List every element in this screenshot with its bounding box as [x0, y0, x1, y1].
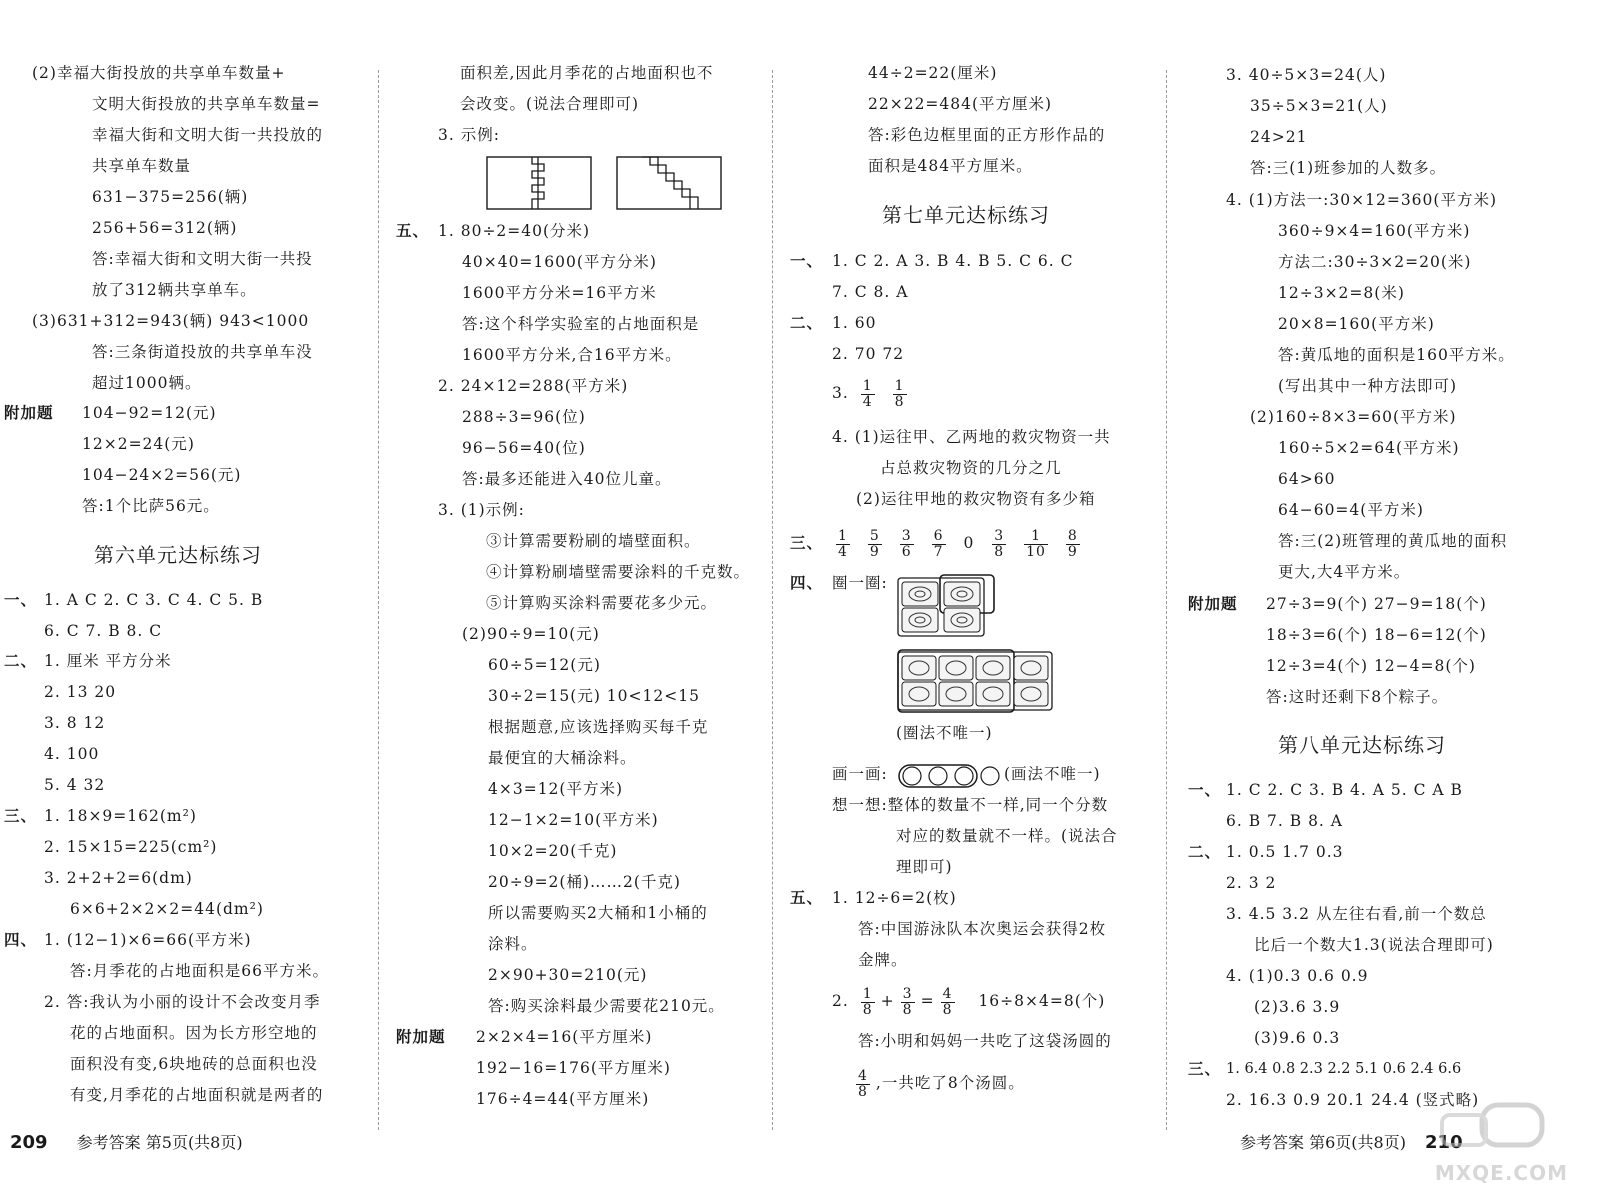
fraction	[1066, 529, 1080, 559]
plus-sign: +	[880, 992, 895, 1010]
text-line: 4. (1)0.3 0.6 0.9	[1226, 967, 1369, 985]
text-line: 画一画:	[832, 765, 888, 783]
text-line: 答:这个科学实验室的占地面积是	[462, 315, 700, 333]
text-line: 面积是484平方厘米。	[868, 157, 1033, 175]
text-line: 256+56=312(辆)	[92, 219, 238, 237]
bonus-label: 附加题	[1188, 595, 1238, 613]
section-marker: 四、	[790, 574, 824, 592]
circle-grouping-figure-2	[896, 648, 1056, 714]
text-line: ④计算粉刷墙壁需要涂料的千克数。	[486, 563, 751, 581]
text-line: 4. 100	[44, 745, 100, 763]
text-line: 涂料。	[488, 935, 538, 953]
text-line: 6×6+2×2×2=44(dm²)	[70, 900, 264, 918]
text-line: 1. (12−1)×6=66(平方米)	[44, 931, 252, 949]
text-line: 2. 15×15=225(cm²)	[44, 838, 218, 856]
text-line: 比后一个数大1.3(说法合理即可)	[1254, 936, 1494, 954]
fraction	[1024, 529, 1048, 559]
text-line: 方法二:30÷3×2=20(米)	[1278, 253, 1472, 271]
text-line: 有变,月季花的占地面积就是两者的	[70, 1086, 324, 1104]
column-divider	[378, 70, 379, 1130]
bonus-label: 附加题	[4, 404, 54, 422]
text-line: 20×8=160(平方米)	[1278, 315, 1435, 333]
text-line: 288÷3=96(位)	[462, 408, 586, 426]
denominator: 6	[901, 543, 912, 560]
section-marker: 五、	[396, 222, 430, 240]
text-line: 3. 8 12	[44, 714, 106, 732]
denominator: 8	[994, 543, 1005, 560]
text-line: 12÷3=4(个) 12−4=8(个)	[1266, 657, 1476, 675]
text-line: 18÷3=6(个) 18−6=12(个)	[1266, 626, 1487, 644]
zero-value: 0	[963, 534, 975, 552]
text-line: (画法不唯一)	[1004, 765, 1101, 783]
text-line: 根据题意,应该选择购买每千克	[488, 718, 709, 736]
text-line: 1600平方分米,合16平方米。	[462, 346, 682, 364]
text-line: 160÷5×2=64(平方米)	[1278, 439, 1460, 457]
text-line: 6. C 7. B 8. C	[44, 622, 163, 640]
text-line: 176÷4=44(平方厘米)	[476, 1090, 650, 1108]
text-line: 金牌。	[858, 951, 908, 969]
text-line: 3. 40÷5×3=24(人)	[1226, 66, 1387, 84]
text-line: 64−60=4(平方米)	[1278, 501, 1424, 519]
text-line: 答:三(2)班管理的黄瓜地的面积	[1278, 532, 1508, 550]
text-line: 12−1×2=10(平方米)	[488, 811, 659, 829]
fraction	[856, 1069, 870, 1099]
text-line: 1. 0.5 1.7 0.3	[1226, 843, 1344, 861]
numerator: 3	[902, 985, 913, 1002]
example-figure-stair-cut	[616, 156, 722, 210]
text-line: 圈一圈:	[832, 574, 888, 592]
text-line: 答:三(1)班参加的人数多。	[1250, 159, 1447, 177]
page-number-left: 209	[10, 1132, 48, 1153]
denominator: 7	[933, 543, 944, 560]
text-line: 7. C 8. A	[832, 283, 909, 301]
text-line: 27÷3=9(个) 27−9=18(个)	[1266, 595, 1487, 613]
section-marker: 三、	[790, 534, 824, 552]
denominator: 8	[858, 1083, 868, 1100]
text-line: 24>21	[1250, 128, 1308, 146]
text-line: ③计算需要粉刷的墙壁面积。	[486, 532, 701, 550]
text-line: (写出其中一种方法即可)	[1278, 377, 1458, 395]
text-line: 放了312辆共享单车。	[92, 281, 257, 299]
denominator: 8	[862, 1001, 873, 1018]
text-line: 更大,大4平方米。	[1278, 563, 1411, 581]
text-segment: 16÷8×4=8(个)	[978, 992, 1106, 1010]
text-line: 2×2×4=16(平方厘米)	[476, 1028, 653, 1046]
text-line: 答:幸福大街和文明大街一共投	[92, 250, 313, 268]
text-line: 答:购买涂料最少需要花210元。	[488, 997, 725, 1015]
fraction-row	[830, 528, 1086, 559]
text-line: 会改变。(说法合理即可)	[460, 95, 640, 113]
text-line: 1. C 2. A 3. B 4. B 5. C 6. C	[832, 252, 1074, 270]
numerator: 3	[994, 527, 1005, 544]
footer-left	[10, 1128, 243, 1158]
text-line: 10×2=20(千克)	[488, 842, 618, 860]
text-line: 22×22=484(平方厘米)	[868, 95, 1053, 113]
text-line: (2)90÷9=10(元)	[462, 625, 600, 643]
text-line: 60÷5=12(元)	[488, 656, 601, 674]
text-line: (2)幸福大街投放的共享单车数量+	[32, 64, 286, 82]
text-line: 对应的数量就不一样。(说法合	[896, 827, 1118, 845]
text-line: 2. 3 2	[1226, 874, 1277, 892]
column-divider	[772, 70, 773, 1130]
section-marker: 三、	[4, 807, 38, 825]
text-line: 答:小明和妈妈一共吃了这袋汤圆的	[858, 1032, 1112, 1050]
fraction	[893, 379, 907, 409]
text-line: 3. 示例:	[438, 126, 500, 144]
text-line: 3. 4.5 3.2 从左往右看,前一个数总	[1226, 905, 1487, 923]
text-line: 1. 12÷6=2(枚)	[832, 889, 957, 907]
fraction-line	[832, 378, 913, 409]
numerator: 6	[933, 527, 944, 544]
text-line: 1. C 2. C 3. B 4. A 5. C A B	[1226, 781, 1463, 799]
text-line: 64>60	[1278, 470, 1336, 488]
text-line: (3)9.6 0.3	[1254, 1029, 1341, 1047]
text-line: 花的占地面积。因为长方形空地的	[70, 1024, 318, 1042]
watermark-text: MXQE.COM	[1434, 1161, 1568, 1185]
numerator: 4	[942, 985, 953, 1002]
text-line: 104−24×2=56(元)	[82, 466, 242, 484]
text-line: 答:这时还剩下8个粽子。	[1266, 688, 1449, 706]
text-line: 1. 18×9=162(m²)	[44, 807, 197, 825]
section-marker: 一、	[4, 591, 38, 609]
text-line: (圈法不唯一)	[896, 724, 993, 742]
denominator: 10	[1026, 543, 1046, 560]
unit7-title: 第七单元达标练习	[882, 203, 1050, 227]
text-line: 1. 6.4 0.8 2.3 2.2 5.1 0.6 2.4 6.6	[1226, 1061, 1462, 1077]
item-number: 2.	[832, 992, 849, 1010]
circle-grouping-figure-1	[896, 574, 996, 638]
section-marker: 二、	[4, 652, 38, 670]
numerator: 5	[869, 527, 880, 544]
text-line: (3)631+312=943(辆) 943<1000	[32, 312, 310, 330]
section-marker: 四、	[4, 931, 38, 949]
text-line: 3. (1)示例:	[438, 501, 525, 519]
section-marker: 二、	[790, 314, 824, 332]
watermark-logo	[1412, 1097, 1572, 1187]
text-line: 2. 24×12=288(平方米)	[438, 377, 629, 395]
text-line: 20÷9=2(桶)……2(千克)	[488, 873, 681, 891]
text-line: 1. 80÷2=40(分米)	[438, 222, 591, 240]
text-line: 所以需要购买2大桶和1小桶的	[488, 904, 708, 922]
fraction-text-line	[850, 1068, 1025, 1099]
unit8-title: 第八单元达标练习	[1278, 733, 1446, 757]
numerator: 1	[1024, 529, 1048, 545]
text-line: 答:黄瓜地的面积是160平方米。	[1278, 346, 1515, 364]
page-number-right: 210	[1425, 1132, 1463, 1153]
denominator: 4	[838, 543, 848, 560]
fraction	[932, 529, 946, 559]
numerator: 8	[1067, 527, 1078, 544]
footer-caption-right: 参考答案 第6页(共8页)	[1240, 1133, 1406, 1152]
numerator: 3	[901, 527, 912, 544]
example-figure-vertical-cut	[486, 156, 592, 210]
equation-line	[832, 986, 1105, 1017]
bonus-label: 附加题	[396, 1028, 446, 1046]
numerator: 4	[858, 1067, 868, 1084]
text-line: 1. A C 2. C 3. C 4. C 5. B	[44, 591, 264, 609]
text-line: 答:1个比萨56元。	[82, 497, 220, 515]
text-line: 192−16=176(平方厘米)	[476, 1059, 671, 1077]
text-line: 答:三条街道投放的共享单车没	[92, 343, 313, 361]
text-line: 想一想:整体的数量不一样,同一个分数	[832, 796, 1109, 814]
text-line: 共享单车数量	[92, 157, 192, 175]
text-line: 1600平方分米=16平方米	[462, 284, 657, 302]
text-segment: ,一共吃了8个汤圆。	[875, 1074, 1025, 1092]
text-line: 35÷5×3=21(人)	[1250, 97, 1388, 115]
fraction	[861, 987, 875, 1017]
text-line: 2. 13 20	[44, 683, 117, 701]
denominator: 4	[862, 393, 873, 410]
numerator: 1	[894, 377, 905, 394]
text-line: 最便宜的大桶涂料。	[488, 749, 637, 767]
column-divider	[1166, 70, 1167, 1130]
fraction	[836, 529, 850, 559]
fraction	[868, 529, 882, 559]
text-line: 5. 4 32	[44, 776, 106, 794]
fraction	[900, 529, 914, 559]
text-line: 360÷9×4=160(平方米)	[1278, 222, 1471, 240]
text-line: 答:中国游泳队本次奥运会获得2枚	[858, 920, 1107, 938]
numerator: 1	[862, 985, 873, 1002]
section-marker: 二、	[1188, 843, 1222, 861]
text-line: 答:月季花的占地面积是66平方米。	[70, 962, 329, 980]
text-line: 4. (1)方法一:30×12=360(平方米)	[1226, 191, 1497, 209]
text-line: 2. 16.3 0.9 20.1 24.4 (竖式略)	[1226, 1091, 1480, 1109]
text-line: 超过1000辆。	[92, 374, 202, 392]
denominator: 8	[902, 1001, 913, 1018]
text-line: 面积没有变,6块地砖的总面积也没	[70, 1055, 318, 1073]
text-line: 面积差,因此月季花的占地面积也不	[460, 64, 714, 82]
text-line: 4×3=12(平方米)	[488, 780, 624, 798]
text-line: (2)3.6 3.9	[1254, 998, 1341, 1016]
text-line: 文明大街投放的共享单车数量=	[92, 95, 321, 113]
circle-drawing-figure	[898, 764, 1002, 788]
denominator: 8	[942, 1001, 953, 1018]
text-line: 1. 60	[832, 314, 877, 332]
section-marker: 五、	[790, 889, 824, 907]
watermark-badge-icon	[1412, 1097, 1572, 1167]
equals-sign: =	[920, 992, 935, 1010]
fraction	[992, 529, 1006, 559]
text-line: ⑤计算购买涂料需要花多少元。	[486, 594, 718, 612]
section-marker: 三、	[1188, 1060, 1222, 1078]
text-line: 631−375=256(辆)	[92, 188, 249, 206]
numerator: 1	[862, 377, 873, 394]
fraction	[941, 987, 955, 1017]
text-line: 40×40=1600(平方分米)	[462, 253, 657, 271]
text-line: 2×90+30=210(元)	[488, 966, 648, 984]
fraction	[901, 987, 915, 1017]
text-line: 104−92=12(元)	[82, 404, 217, 422]
text-line: 6. B 7. B 8. A	[1226, 812, 1343, 830]
text-line: (2)运往甲地的救灾物资有多少箱	[856, 490, 1096, 508]
text-line: 2. 答:我认为小丽的设计不会改变月季	[44, 993, 321, 1011]
text-line: 44÷2=22(厘米)	[868, 64, 998, 82]
numerator: 1	[838, 527, 848, 544]
denominator: 9	[1067, 543, 1078, 560]
denominator: 9	[869, 543, 880, 560]
text-line: 30÷2=15(元) 10<12<15	[488, 687, 700, 705]
text-line: 1. 厘米 平方分米	[44, 652, 172, 670]
text-line: 12×2=24(元)	[82, 435, 195, 453]
denominator: 8	[894, 393, 905, 410]
text-line: 幸福大街和文明大街一共投放的	[92, 126, 324, 144]
text-line: 答:彩色边框里面的正方形作品的	[868, 126, 1106, 144]
unit6-title: 第六单元达标练习	[94, 543, 262, 567]
text-line: 12÷3×2=8(米)	[1278, 284, 1405, 302]
footer-caption-left: 参考答案 第5页(共8页)	[76, 1133, 243, 1152]
section-marker: 一、	[1188, 781, 1222, 799]
text-line: 理即可)	[896, 858, 953, 876]
text-line: 占总救灾物资的几分之几	[880, 459, 1062, 477]
text-line: 96−56=40(位)	[462, 439, 586, 457]
fraction	[861, 379, 875, 409]
text-line: 4. (1)运往甲、乙两地的救灾物资一共	[832, 428, 1111, 446]
text-line: (2)160÷8×3=60(平方米)	[1250, 408, 1457, 426]
text-line: 2. 70 72	[832, 345, 905, 363]
text-line: 答:最多还能进入40位儿童。	[462, 470, 672, 488]
text-line: 3. 2+2+2=6(dm)	[44, 869, 193, 887]
item-number: 3.	[832, 384, 849, 402]
section-marker: 一、	[790, 252, 824, 270]
